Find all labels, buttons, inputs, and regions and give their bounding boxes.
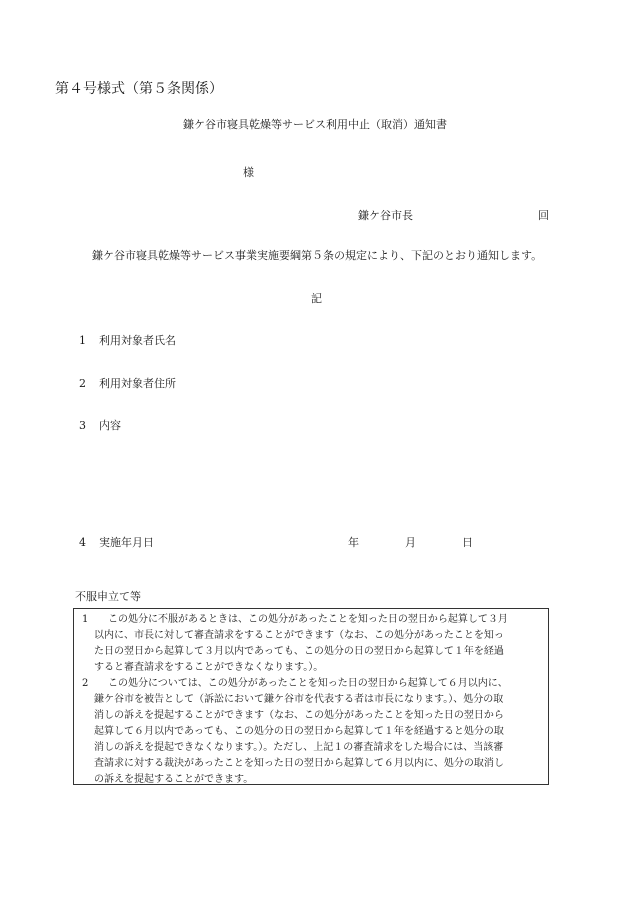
item-label: 実施年月日 xyxy=(99,536,154,549)
item-number: 3 xyxy=(79,419,86,432)
appeal-line: 消しの訴えを提起できなくなります。）。ただし、上記１の審査請求をした場合には、当該審 xyxy=(94,742,504,753)
paragraph-number: 2 xyxy=(82,678,89,689)
appeal-paragraph-1 xyxy=(82,612,542,676)
item-4 xyxy=(79,534,154,550)
date-month: 月 xyxy=(405,536,416,549)
item-number: 4 xyxy=(79,536,86,549)
date-year: 年 xyxy=(348,536,359,549)
item-number: 2 xyxy=(79,377,86,390)
seal-mark: 回 xyxy=(538,209,549,222)
appeal-line: すると審査請求をすることができなくなります。）。 xyxy=(94,662,324,673)
recipient-suffix: 様 xyxy=(243,166,254,179)
item-label: 利用対象者氏名 xyxy=(99,334,176,347)
appeal-heading: 不服申立て等 xyxy=(75,590,141,603)
appeal-paragraph-2 xyxy=(82,676,542,788)
sender-name: 鎌ケ谷市長 xyxy=(358,209,413,222)
appeal-line: た日の翌日から起算して３月以内であっても、この処分の日の翌日から起算して１年を経過 xyxy=(94,646,504,657)
appeal-line: の訴えを提起することができます。 xyxy=(94,774,254,785)
item-number: 1 xyxy=(79,334,86,347)
appeal-line: 以内に、市長に対して審査請求をすることができます（なお、この処分があったことを知っ xyxy=(94,630,504,641)
appeal-line: 消しの訴えを提起することができます（なお、この処分があったことを知った日の翌日から xyxy=(94,710,504,721)
item-2 xyxy=(79,375,176,391)
date-day: 日 xyxy=(462,536,473,549)
item-label: 内容 xyxy=(99,419,121,432)
item-1 xyxy=(79,332,176,348)
form-number: 第４号様式（第５条関係） xyxy=(55,81,223,97)
paragraph-number: 1 xyxy=(82,614,89,625)
appeal-line: 2 この処分については、この処分があったことを知った日の翌日から起算して６月以内に、 xyxy=(82,676,542,692)
item-3 xyxy=(79,417,121,433)
appeal-line: 1 この処分に不服があるときは、この処分があったことを知った日の翌日から起算して３月 xyxy=(82,612,542,628)
appeal-line: 起算して６月以内であっても、この処分の日の翌日から起算して１年を経過すると処分の取 xyxy=(94,726,504,737)
appeal-line: 査請求に対する裁決があったことを知った日の翌日から起算して６月以内に、処分の取消し xyxy=(94,758,504,769)
document-title: 鎌ケ谷市寝具乾燥等サービス利用中止（取消）通知書 xyxy=(183,118,447,131)
appeal-box xyxy=(73,608,549,785)
appeal-line: 鎌ケ谷市を被告として（訴訟において鎌ケ谷市を代表する者は市長になります。）、処分の取 xyxy=(94,694,504,705)
ki-label: 記 xyxy=(311,292,322,305)
notice-text: 鎌ケ谷市寝具乾燥等サービス事業実施要綱第５条の規定により、下記のとおり通知します。 xyxy=(92,249,543,262)
item-label: 利用対象者住所 xyxy=(99,377,176,390)
